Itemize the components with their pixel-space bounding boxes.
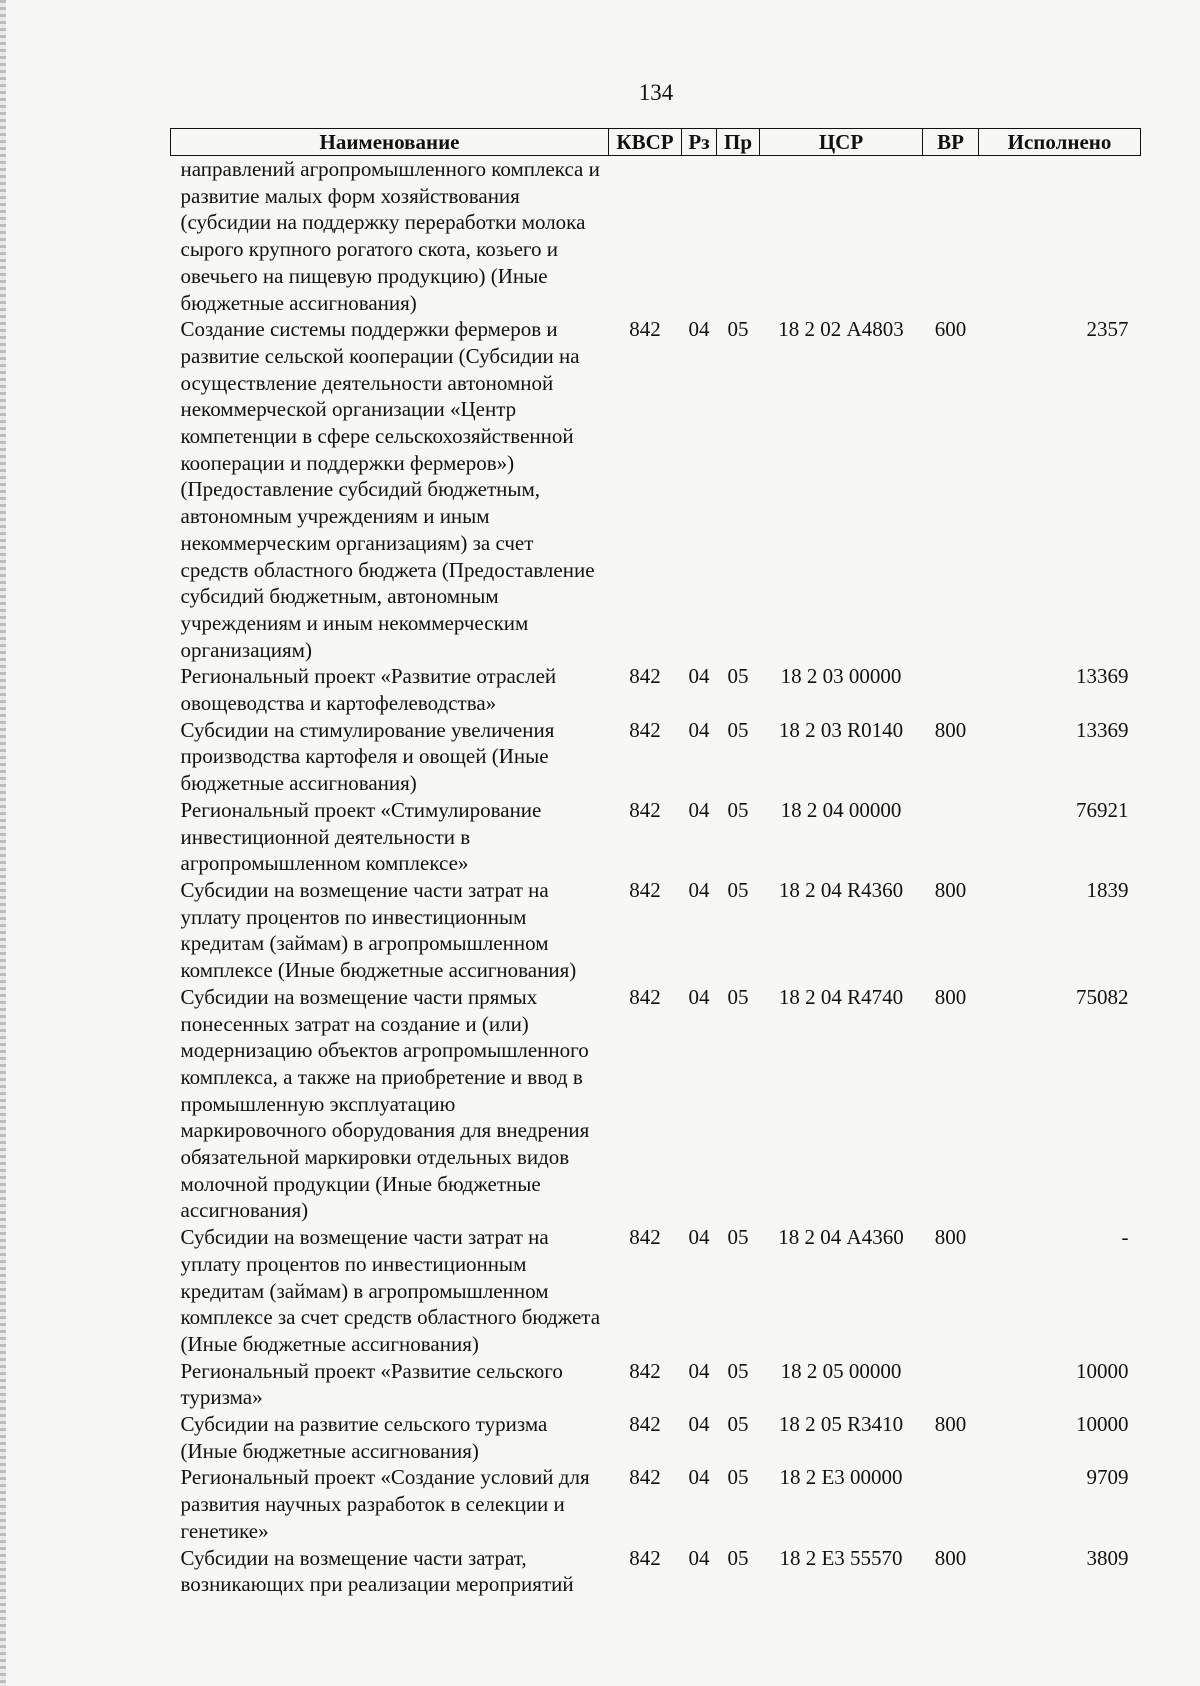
header-amount: Исполнено <box>979 129 1141 156</box>
row-name: Субсидии на возмещение части затрат на уплату процентов по инвестиционным кредитам (займам) в агропромышленном комплексе (Иные бюджетные ассигнования) <box>180 877 577 983</box>
row-vr: 800 <box>934 1412 967 1437</box>
row-pr: 05 <box>727 1465 749 1490</box>
row-csr: 18 2 03 00000 <box>780 664 902 689</box>
header-csr: ЦСР <box>760 129 923 156</box>
row-csr: 18 2 E3 00000 <box>779 1465 903 1490</box>
row-vr: 800 <box>934 1225 967 1250</box>
table-row <box>171 1224 1141 1358</box>
row-vr <box>923 1464 979 1544</box>
row-name: Создание системы поддержки фермеров и развитие сельской кооперации (Субсидии на осуществление деятельности автономной некоммерческой организации «Центр компетенции в сфере сельскохозяйственной кооперации и поддержки фермеров») (Предоставление субсидий бюджетным, автономным учреждениям и иным некоммерческим организациям) за счет средств областного бюджета (Предоставление субсидий бюджетным, автономным учреждениям и иным некоммерческим организациям) <box>180 317 595 662</box>
row-amount: 76921 <box>1076 797 1129 822</box>
row-csr: 18 2 E3 55570 <box>779 1545 903 1570</box>
row-kvsr: 842 <box>629 1225 661 1250</box>
row-rz: 04 <box>688 877 710 902</box>
row-vr: 800 <box>934 717 967 742</box>
row-amount <box>979 156 1141 317</box>
row-amount: - <box>1121 1225 1129 1250</box>
row-kvsr: 842 <box>629 797 661 822</box>
row-kvsr: 842 <box>629 664 661 689</box>
row-csr: 18 2 03 R0140 <box>778 717 904 742</box>
row-csr: 18 2 04 R4360 <box>778 877 904 902</box>
table-header-row <box>171 129 1141 156</box>
row-rz: 04 <box>688 984 710 1009</box>
row-rz: 04 <box>688 664 710 689</box>
row-name: Субсидии на возмещение части прямых понесенных затрат на создание и (или) модернизацию объектов агропромышленного комплекса, а также на приобретение и ввод в промышленную эксплуатацию маркировочного оборудования для внедрения обязательной маркировки отдельных видов молочной продукции (Иные бюджетные ассигнования) <box>180 984 590 1223</box>
row-pr: 05 <box>727 317 749 342</box>
table-row <box>171 1411 1141 1464</box>
table-body <box>171 156 1141 1598</box>
row-amount: 1839 <box>1086 877 1129 902</box>
row-csr: 18 2 05 R3410 <box>778 1412 904 1437</box>
row-amount: 3809 <box>1086 1545 1129 1570</box>
table-row <box>171 1545 1141 1598</box>
row-pr <box>717 156 760 317</box>
row-vr <box>923 663 979 716</box>
row-vr <box>923 156 979 317</box>
row-rz: 04 <box>688 317 710 342</box>
header-vr: ВР <box>923 129 979 156</box>
row-amount: 75082 <box>1076 984 1129 1009</box>
row-pr: 05 <box>727 1358 749 1383</box>
row-rz: 04 <box>688 1225 710 1250</box>
table-row <box>171 717 1141 797</box>
header-name: Наименование <box>171 129 609 156</box>
row-pr: 05 <box>727 1545 749 1570</box>
row-name: Региональный проект «Стимулирование инвестиционной деятельности в агропромышленном комплексе» <box>180 797 542 876</box>
row-rz: 04 <box>688 797 710 822</box>
row-kvsr: 842 <box>629 984 661 1009</box>
row-pr: 05 <box>727 1225 749 1250</box>
row-amount: 13369 <box>1076 717 1129 742</box>
row-kvsr: 842 <box>629 1545 661 1570</box>
row-rz <box>682 156 717 317</box>
row-pr: 05 <box>727 877 749 902</box>
row-kvsr <box>609 156 682 317</box>
row-vr: 600 <box>934 317 967 342</box>
row-name: Региональный проект «Создание условий для развития научных разработок в селекции и генетике» <box>180 1465 590 1543</box>
table-row <box>171 984 1141 1224</box>
row-csr: 18 2 04 А4360 <box>778 1225 904 1250</box>
table-row <box>171 797 1141 877</box>
row-csr: 18 2 04 00000 <box>780 797 902 822</box>
row-kvsr: 842 <box>629 317 661 342</box>
row-amount: 10000 <box>1076 1412 1129 1437</box>
row-rz: 04 <box>688 1412 710 1437</box>
row-amount: 10000 <box>1076 1358 1129 1383</box>
row-csr <box>760 156 923 317</box>
row-amount: 9709 <box>1086 1465 1129 1490</box>
row-rz: 04 <box>688 717 710 742</box>
table-row <box>171 156 1141 317</box>
row-kvsr: 842 <box>629 1412 661 1437</box>
row-kvsr: 842 <box>629 717 661 742</box>
row-name: направлений агропромышленного комплекса и развитие малых форм хозяйствования (субсидии на поддержку переработки молока сырого крупного рогатого скота, козьего и овечьего на пищевую продукцию) (Иные бюджетные ассигнования) <box>180 157 600 315</box>
page-number: 134 <box>638 80 674 105</box>
row-name: Региональный проект «Развитие отраслей овощеводства и картофелеводства» <box>180 664 557 716</box>
row-vr: 800 <box>934 984 967 1009</box>
row-vr: 800 <box>934 877 967 902</box>
row-name: Региональный проект «Развитие сельского туризма» <box>180 1358 563 1410</box>
table-row <box>171 1464 1141 1544</box>
row-pr: 05 <box>727 1412 749 1437</box>
budget-table <box>170 128 1141 1598</box>
row-vr <box>923 797 979 877</box>
row-csr: 18 2 02 А4803 <box>778 317 904 342</box>
row-amount: 13369 <box>1076 664 1129 689</box>
row-pr: 05 <box>727 984 749 1009</box>
table-row <box>171 316 1141 663</box>
header-kvsr: КВСР <box>609 129 682 156</box>
row-rz: 04 <box>688 1545 710 1570</box>
row-kvsr: 842 <box>629 877 661 902</box>
row-pr: 05 <box>727 797 749 822</box>
row-pr: 05 <box>727 664 749 689</box>
row-vr <box>923 1358 979 1411</box>
row-pr: 05 <box>727 717 749 742</box>
row-csr: 18 2 04 R4740 <box>778 984 904 1009</box>
row-name: Субсидии на возмещение части затрат, возникающих при реализации мероприятий <box>180 1545 574 1597</box>
row-name: Субсидии на возмещение части затрат на уплату процентов по инвестиционным кредитам (займам) в агропромышленном комплексе за счет средств областного бюджета (Иные бюджетные ассигнования) <box>180 1225 601 1356</box>
row-kvsr: 842 <box>629 1358 661 1383</box>
row-kvsr: 842 <box>629 1465 661 1490</box>
table-row <box>171 663 1141 716</box>
row-csr: 18 2 05 00000 <box>780 1358 902 1383</box>
row-rz: 04 <box>688 1465 710 1490</box>
table-row <box>171 877 1141 984</box>
scan-edge-artifact <box>0 0 6 1686</box>
row-name: Субсидии на развитие сельского туризма (Иные бюджетные ассигнования) <box>180 1412 548 1463</box>
header-pr: Пр <box>717 129 760 156</box>
header-rz: Рз <box>682 129 717 156</box>
row-vr: 800 <box>934 1545 967 1570</box>
table-row <box>171 1358 1141 1411</box>
row-name: Субсидии на стимулирование увеличения производства картофеля и овощей (Иные бюджетные ассигнования) <box>180 717 555 796</box>
row-rz: 04 <box>688 1358 710 1383</box>
row-amount: 2357 <box>1086 317 1129 342</box>
